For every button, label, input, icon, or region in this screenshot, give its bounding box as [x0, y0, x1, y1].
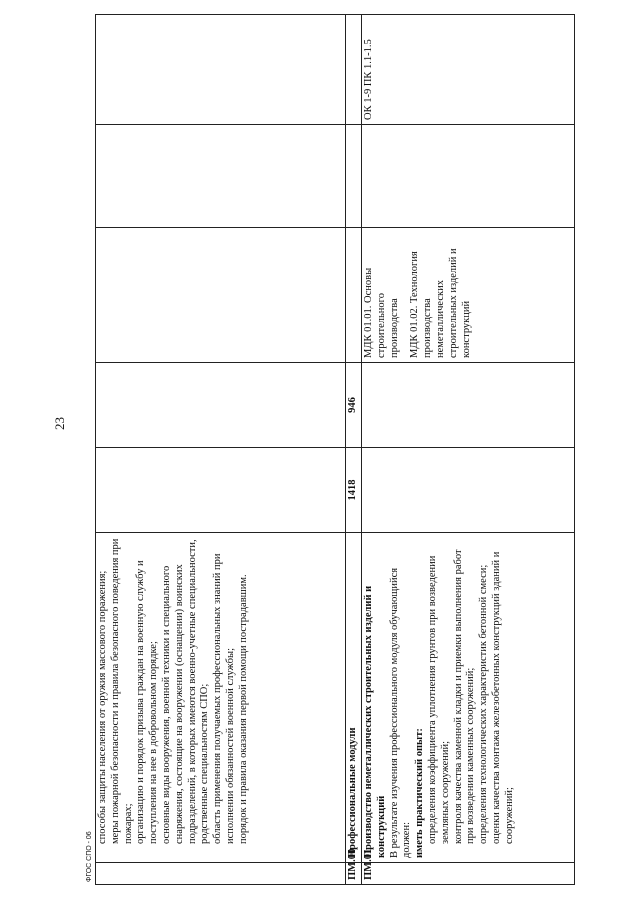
pm01-title: Производство неметаллических строительных изделий и конструкций — [363, 585, 387, 858]
cell-empty — [362, 363, 575, 448]
pm01-intro: В результате изучения профессионального модуля обучающийся должен: — [388, 567, 413, 858]
cell-code-empty — [96, 863, 346, 885]
cell-pm00-title: Профессиональные модули — [346, 533, 362, 863]
cell-pm00-code: ПМ.00 — [346, 863, 362, 885]
description-line: меры пожарной безопасности и правила безопасного поведения при пожарах; — [109, 538, 134, 844]
cell-empty — [96, 363, 346, 448]
cell-empty — [96, 228, 346, 363]
description-line: способы защиты населения от оружия массового поражения; — [97, 570, 108, 844]
curriculum-table — [95, 14, 575, 885]
cell-pm01-description — [362, 533, 575, 863]
cell-pm01-code: ПМ.01 — [362, 863, 575, 885]
description-line: основные виды вооружения, военной техники и специального снаряжения, состоящие на вооружении (оснащении) воинских подразделений, в которых имеются военно-учетные специальности, родственные специальностям СПО; — [160, 539, 211, 844]
page-number: 23 — [52, 417, 67, 430]
pm01-item: оценки качества монтажа железобетонных конструкций зданий и сооружений; — [490, 551, 515, 844]
cell-pm00-hours: 946 — [346, 363, 362, 448]
cell-empty — [346, 15, 362, 125]
cell-empty — [362, 125, 575, 228]
pm01-item: контроля качества каменной кладки и приемки выполнения работ при возведении каменных сооружений; — [452, 549, 477, 844]
curriculum-table-rotated — [95, 15, 575, 885]
pm01-subhead: иметь практический опыт: — [414, 728, 426, 858]
cell-pm00-total-hours: 1418 — [346, 448, 362, 533]
footer-label: ФГОС СПО - 06 — [86, 831, 93, 882]
cell-empty — [346, 125, 362, 228]
cell-pm01-competencies: ОК 1-9 ПК 1.1-1.5 — [362, 15, 575, 125]
table-row-continued — [96, 15, 346, 885]
table-row-pm00 — [346, 15, 362, 885]
pm01-item: определения коэффициента уплотнения грунтов при возведении земляных сооружений; — [426, 555, 451, 844]
cell-pm01-mdk — [362, 228, 575, 363]
pm01-item: определения технологических характеристик бетонной смеси; — [478, 564, 490, 844]
description-line: организацию и порядок призыва граждан на военную службу и поступления на нее в добровольном порядке; — [135, 560, 160, 844]
description-line: область применения получаемых профессиональных знаний при исполнении обязанностей военной службы; — [212, 553, 236, 844]
table-row-pm01 — [362, 15, 575, 885]
cell-empty — [96, 448, 346, 533]
mdk-item: МДК 01.02. Технология производства неметаллических строительных изделий и конструкций — [409, 248, 472, 358]
cell-empty — [96, 15, 346, 125]
cell-empty — [96, 125, 346, 228]
description-line: порядок и правила оказания первой помощи пострадавшим. — [237, 574, 249, 844]
cell-continued-description — [96, 533, 346, 863]
cell-empty — [346, 228, 362, 363]
cell-empty — [362, 448, 575, 533]
mdk-item: МДК 01.01. Основы строительного производства — [363, 267, 400, 358]
